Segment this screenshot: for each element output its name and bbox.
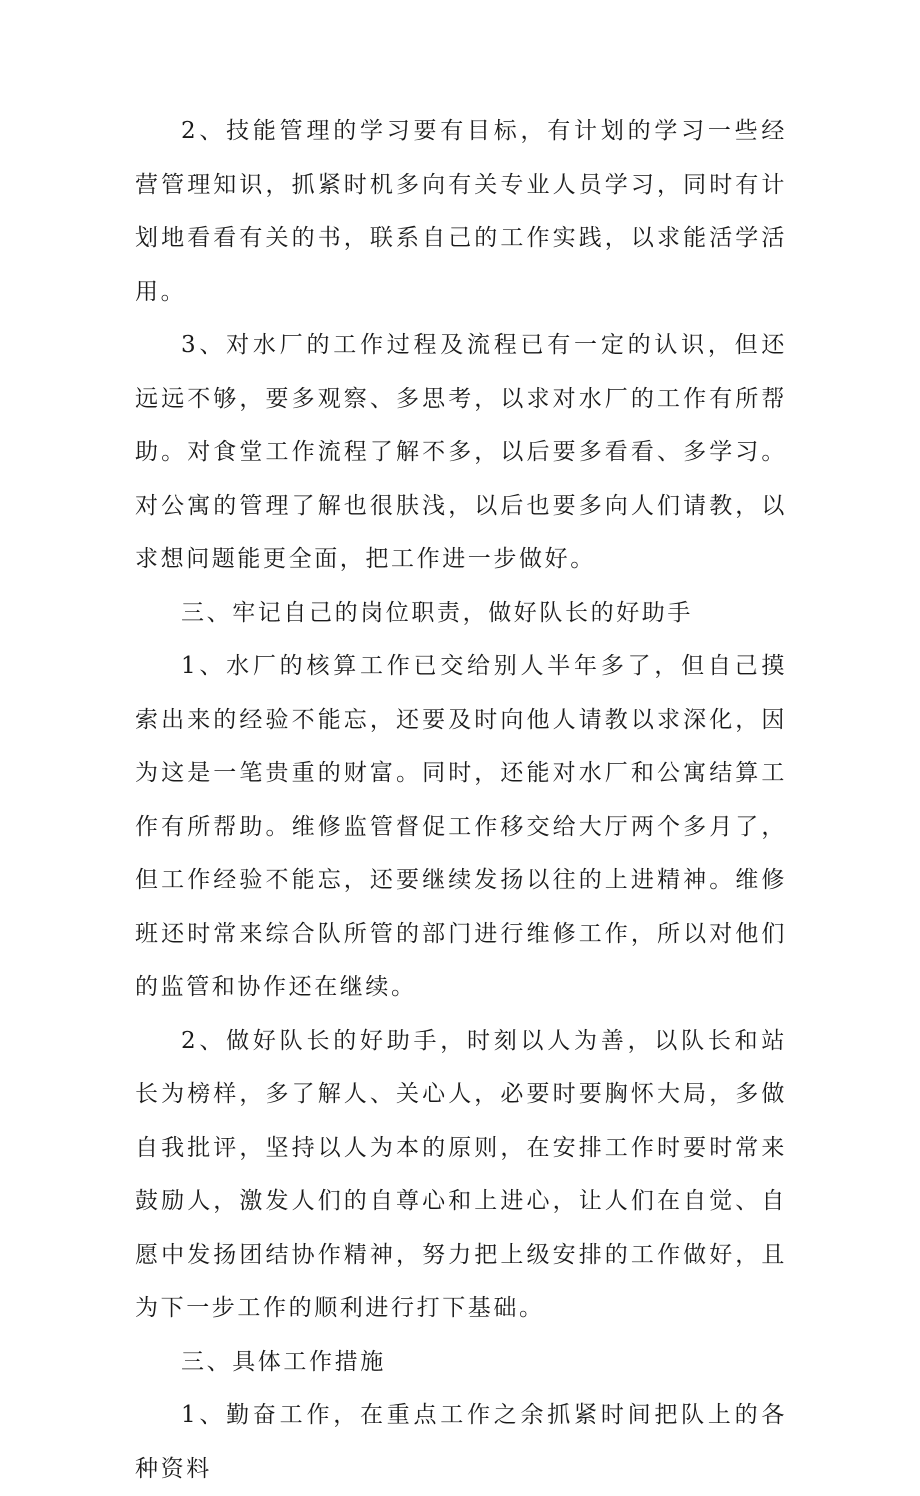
section-heading-measures: 三、具体工作措施 [181,1348,386,1375]
section-heading-duties: 三、牢记自己的岗位职责，做好队长的好助手 [181,599,693,626]
paragraph-skill-management: 2、技能管理的学习要有目标，有计划的学习一些经营管理知识，抓紧时机多向有关专业人员学习，同时有计划地看看有关的书，联系自己的工作实践，以求能活学活用。 [135,118,787,305]
document-body [135,105,787,1496]
paragraph-water-plant-process: 3、对水厂的工作过程及流程已有一定的认识，但还远远不够，要多观察、多思考，以求对水厂的工作有所帮助。对食堂工作流程了解不多，以后要多看看、多学习。对公寓的管理了解也很肤浅，以后也要多向人们请教，以求想问题能更全面，把工作进一步做好。 [135,332,787,572]
paragraph-accounting-handover: 1、水厂的核算工作已交给别人半年多了，但自己摸索出来的经验不能忘，还要及时向他人请教以求深化，因为这是一笔贵重的财富。同时，还能对水厂和公寓结算工作有所帮助。维修监管督促工作移交给大厅两个多月了，但工作经验不能忘，还要继续发扬以往的上进精神。维修班还时常来综合队所管的部门进行维修工作，所以对他们的监管和协作还在继续。 [135,653,787,1000]
paragraph-assistant-role: 2、做好队长的好助手，时刻以人为善，以队长和站长为榜样，多了解人、关心人，必要时要胸怀大局，多做自我批评，坚持以人为本的原则，在安排工作时要时常来鼓励人，激发人们的自尊心和上进心，让人们在自觉、自愿中发扬团结协作精神，努力把上级安排的工作做好，且为下一步工作的顺利进行打下基础。 [135,1027,787,1321]
paragraph-work-diligently: 1、勤奋工作，在重点工作之余抓紧时间把队上的各种资料 [135,1402,787,1482]
